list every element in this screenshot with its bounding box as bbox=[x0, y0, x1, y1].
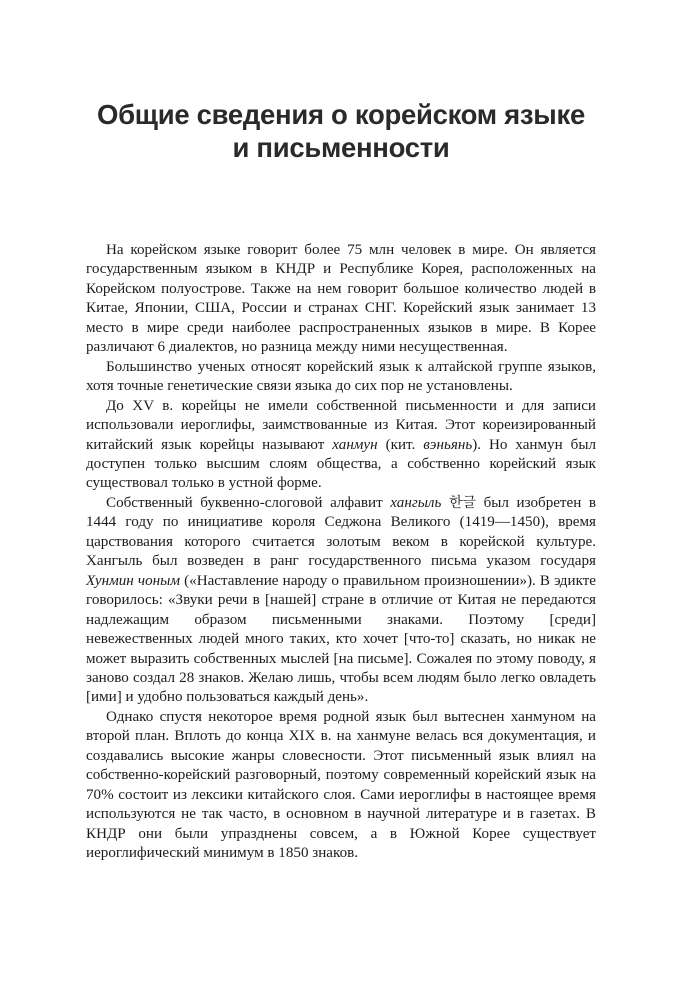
paragraph-2: Большинство ученых относят корейский язык к алтайской группе языков, хотя точные генетические связи языка до сих пор не установлены. bbox=[86, 358, 596, 395]
paragraph-4 bbox=[86, 494, 596, 708]
paragraph-4-part-c: («Наставление народу о правильном произношении»). В эдикте говорилось: «Звуки речи в [нашей] стране в отличие от Китая не передаются надлежащим образом письменными знаками. Поэтому [среди] невежественных людей много таких, кто хочет [что-то] сказать, но никак не может выразить собственных мыслей [на письме]. Сожалея по этому поводу, я заново создал 28 знаков. Желаю лишь, чтобы всем людям было легко овладеть [ими] и удобно пользоваться каждый день». bbox=[86, 572, 596, 706]
term-hangeul: хангыль bbox=[390, 494, 442, 511]
page-title bbox=[86, 98, 596, 164]
paragraph-5: Однако спустя некоторое время родной язык был вытеснен ханмуном на второй план. Вплоть до конца XIX в. на ханмуне велась вся документация, и создавались высокие жанры словесности. Этот письменный язык влиял на собственно-корейский разговорный, поэтому современный корейский язык на 70% состоит из лексики китайского слоя. Сами иероглифы в настоящее время используются не так часто, в основном в научной литературе и в газетах. В КНДР они были упразднены совсем, а в Южной Корее существует иероглифический минимум в 1850 знаков. bbox=[86, 708, 596, 862]
korean-hangeul-glyphs: 한글 bbox=[448, 494, 477, 511]
page-title-line-1: Общие сведения о корейском языке bbox=[97, 99, 585, 131]
body-text-block bbox=[86, 241, 596, 864]
paragraph-3 bbox=[86, 397, 596, 494]
paragraph-4-part-b: был изобретен в 1444 году по инициативе короля Седжона Великого (1419—1450), время царствования которого считается золотым веком в корейской культуре. Хангыль был возведен в ранг государственного письма указом государя bbox=[86, 494, 596, 570]
paragraph-1: На корейском языке говорит более 75 млн человек в мире. Он является государственным языком в КНДР и Республике Корея, расположенных на Корейском полуострове. Также на нем говорит большое количество людей в Китае, Японии, США, России и странах СНГ. Корейский язык занимает 13 место в мире среди наиболее распространенных языков в мире. В Корее различают 6 диалектов, но разница между ними несущественная. bbox=[86, 242, 596, 356]
paragraph-3-part-b: (кит. bbox=[377, 436, 424, 453]
page-title-line-2: и письменности bbox=[232, 132, 450, 164]
term-hanmun: ханмун bbox=[332, 436, 378, 453]
paragraph-4-part-a: Собственный буквенно-слоговой алфавит bbox=[106, 494, 391, 511]
paragraph-3-part-a: До XV в. корейцы не имели собственной письменности и для записи использовали иероглифы, заимствованные из Китая. Этот кореизированный китайский язык корейцы называют bbox=[86, 397, 596, 453]
term-wenyan: вэньянь bbox=[423, 436, 473, 453]
term-hunmin-jeongeum: Хунмин чоным bbox=[86, 572, 180, 589]
paragraph-3-part-c: ). Но ханмун был доступен только высшим слоям общества, а собственно корейский язык существовал только в устной форме. bbox=[86, 436, 597, 492]
